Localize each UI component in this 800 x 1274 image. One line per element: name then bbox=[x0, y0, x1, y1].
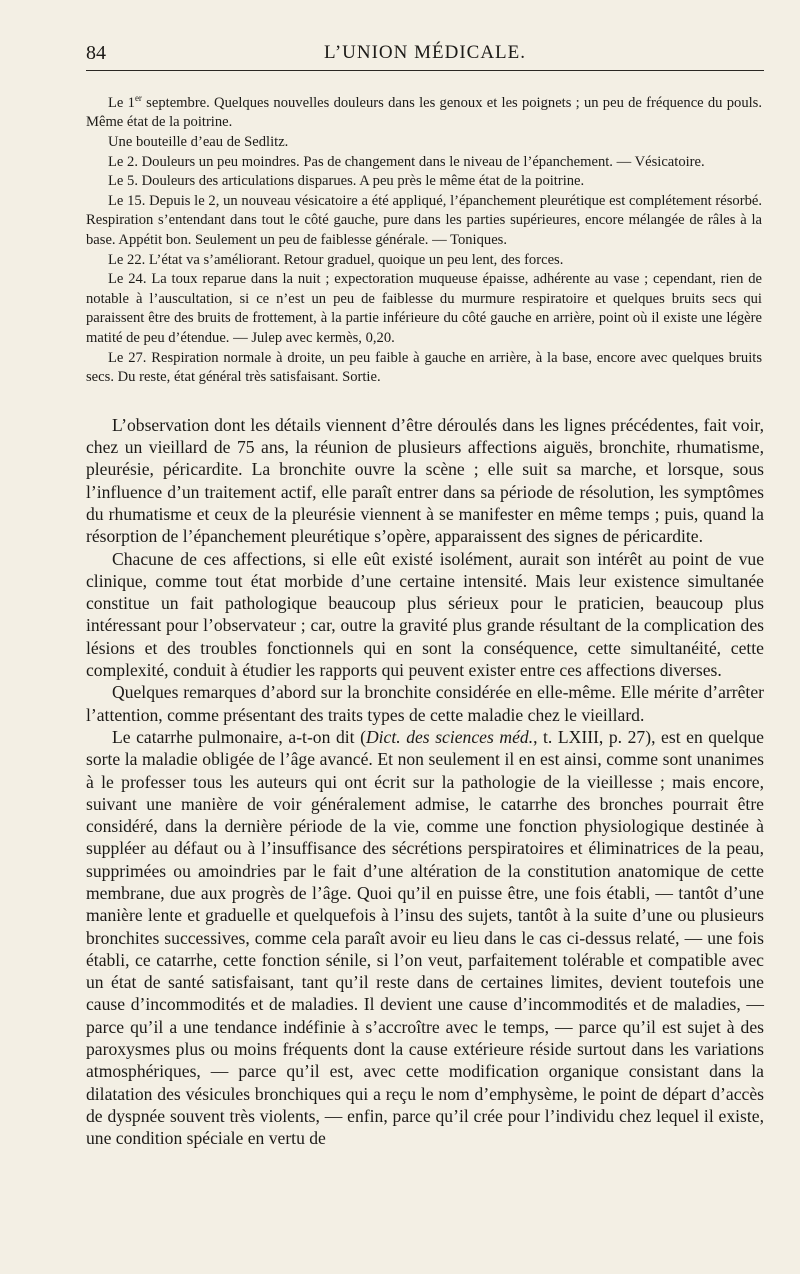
note-entry: Le 27. Respiration normale à droite, un peu faible à gauche en arrière, à la base, encore avec quelques bruits secs. Du reste, état général très satisfaisant. Sortie. bbox=[86, 349, 762, 386]
case-notes bbox=[86, 89, 764, 388]
note-entry: Le 2. Douleurs un peu moindres. Pas de changement dans le niveau de l’épanchement. — Vésicatoire. bbox=[108, 153, 705, 170]
paragraph: L’observation dont les détails viennent d’être déroulés dans les lignes précédentes, fait voir, chez un vieillard de 75 ans, la réunion de plusieurs affections aiguës, bronchite, rhumatisme, pleurésie, péricardite. La bronchite ouvre la scène ; elle suit sa marche, et lorsque, sous l’influence d’un traitement actif, elle paraît entrer dans sa période de résolution, les symptômes du rhumatisme et ceux de la pleurésie viennent à se manifester en même temps ; puis, quand la résorption de l’épanchement pleurétique s’opère, apparaissent des signes de péricardite. bbox=[86, 414, 764, 547]
note-entry: Le 5. Douleurs des articulations disparues. A peu près le même état de la poitrine. bbox=[108, 173, 585, 190]
note-entry: Le 1er septembre. Quelques nouvelles douleurs dans les genoux et les poignets ; un peu de fréquence du pouls. Même état de la poitrine. bbox=[86, 93, 762, 131]
header-rule bbox=[86, 70, 764, 71]
running-title: L’UNION MÉDICALE. bbox=[323, 42, 527, 63]
paragraph: Chacune de ces affections, si elle eût existé isolément, aurait son intérêt au point de vue clinique, comme tout état morbide d’une certaine intensité. Mais leur existence simultanée constitue un fait pathologique beaucoup plus sérieux pour le praticien, beaucoup plus intéressant pour l’observateur ; car, outre la gravité plus grande résultant de la complication des lésions et des troubles fonctionnels qui en sont la conséquence, cette simultanéité, cette complexité, conduit à étudier les rapports qui peuvent exister entre ces affections diverses. bbox=[86, 548, 764, 681]
page-header bbox=[86, 30, 764, 70]
note-entry: Le 22. L’état va s’améliorant. Retour graduel, quoique un peu lent, des forces. bbox=[108, 251, 564, 268]
citation: Dict. des sciences méd. bbox=[365, 726, 534, 747]
page-number: 84 bbox=[86, 42, 106, 64]
note-entry: Le 15. Depuis le 2, un nouveau vésicatoire a été appliqué, l’épanchement pleurétique est complétement résorbé. Respiration s’entendant dans tout le côté gauche, pure dans les parties supérieures, encore mélangée de râles à la base. Appétit bon. Seulement un peu de faiblesse générale. — Toniques. bbox=[86, 192, 762, 249]
note-entry: Une bouteille d’eau de Sedlitz. bbox=[108, 134, 289, 151]
paragraph: Le catarrhe pulmonaire, a-t-on dit (Dict. des sciences méd., t. LXIII, p. 27), est en quelque sorte la maladie obligée de l’âge avancé. Et non seulement il en est ainsi, comme sont unanimes à le professer tous les auteurs qui ont écrit sur la pathologie de la vieillesse ; mais encore, suivant une manière de voir généralement admise, le catarrhe des bronches pourrait être considéré, dans la dernière période de la vie, comme une fonction physiologique destinée à suppléer au défaut ou à l’insuffisance des sécrétions perspiratoires et éliminatrices de la peau, supprimées ou amoindries par le fait d’une altération de la constitution anatomique de cette membrane, due aux progrès de l’âge. Quoi qu’il en puisse être, une fois établi, — tantôt d’une manière lente et graduelle et quelquefois à l’insu des sujets, tantôt à la suite d’une ou plusieurs bronchites successives, comme cela paraît avoir eu lieu dans le cas ci-dessus relaté, — une fois établi, ce catarrhe, cette fonction sénile, si l’on veut, parfaitement tolérable et compatible avec un état de santé satisfaisant, tant qu’il reste dans de certaines limites, devient toutefois une cause d’incommodités et de maladies. Il devient une cause d’incommodités et de maladies, — parce qu’il a une tendance indéfinie à s’accroître avec le temps, — parce qu’il est sujet à des paroxysmes plus ou moins fréquents dont la cause extérieure réside surtout dans les variations atmosphériques, — parce qu’il est, avec cette modification organique consistant dans la dilatation des vésicules bronchiques qui a reçu le nom d’emphysème, le point de départ d’accès de dyspnée souvent très violents, — enfin, parce qu’il crée pour l’individu chez lequel il existe, une condition spéciale en vertu de bbox=[86, 726, 764, 1149]
paragraph: Quelques remarques d’abord sur la bronchite considérée en elle-même. Elle mérite d’arrêter l’attention, comme présentant des traits types de cette maladie chez le vieillard. bbox=[86, 682, 764, 725]
body-text bbox=[86, 414, 764, 1150]
note-entry: Le 24. La toux reparue dans la nuit ; expectoration muqueuse épaisse, adhérente au vase ; cependant, rien de notable à l’auscultation, si ce n’est un peu de faiblesse du murmure respiratoire et quelques bruits secs qui paraissent être des bruits de frottement, à la partie inférieure du côté gauche en arrière, point où il existe une légère matité de peu d’étendue. — Julep avec kermès, 0,20. bbox=[86, 271, 762, 346]
